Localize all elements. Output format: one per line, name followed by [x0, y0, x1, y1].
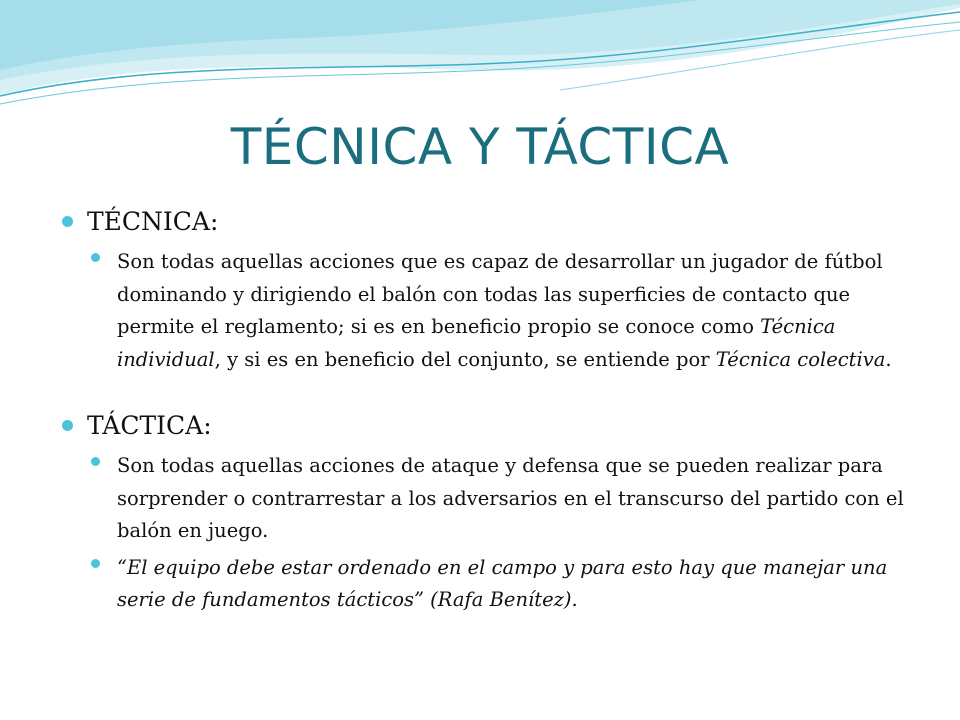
bullet-icon: [91, 457, 100, 466]
list-item: [91, 552, 912, 617]
slide-content: [62, 204, 912, 621]
section-items: [91, 246, 912, 376]
section-label: TÁCTICA:: [87, 411, 212, 440]
item-emphasis: Técnica individual: [117, 315, 836, 371]
item-text: Son todas aquellas acciones que es capaz de desarrollar un jugador de fútbol dominando y dirigiendo el balón con todas las superficies de contacto que permite el reglamento; si es en beneficio propio se conoce como: [117, 250, 883, 338]
slide-title: TÉCNICA Y TÁCTICA: [230, 118, 730, 176]
bullet-icon: [91, 559, 100, 568]
decorative-wave-header: [0, 0, 960, 120]
list-item: [91, 450, 912, 548]
section-tactica: [62, 408, 912, 617]
item-text: .: [885, 347, 892, 371]
quote-text: “El equipo debe estar ordenado en el campo y para esto hay que manejar una serie de fundamentos tácticos” (Rafa Benítez).: [117, 555, 888, 611]
list-item: [91, 246, 912, 376]
item-text: , y si es en beneficio del conjunto, se entiende por: [214, 347, 716, 371]
item-emphasis: Técnica colectiva: [715, 347, 886, 371]
section-label: TÉCNICA:: [87, 207, 219, 236]
item-text: Son todas aquellas acciones de ataque y defensa que se pueden realizar para sorprender o contrarrestar a los adversarios en el transcurso del partido con el balón en juego.: [117, 454, 904, 542]
section-items: [91, 450, 912, 617]
bullet-icon: [91, 253, 100, 262]
section-tecnica: [62, 204, 912, 376]
bullet-icon: [62, 216, 73, 227]
bullet-icon: [62, 420, 73, 431]
